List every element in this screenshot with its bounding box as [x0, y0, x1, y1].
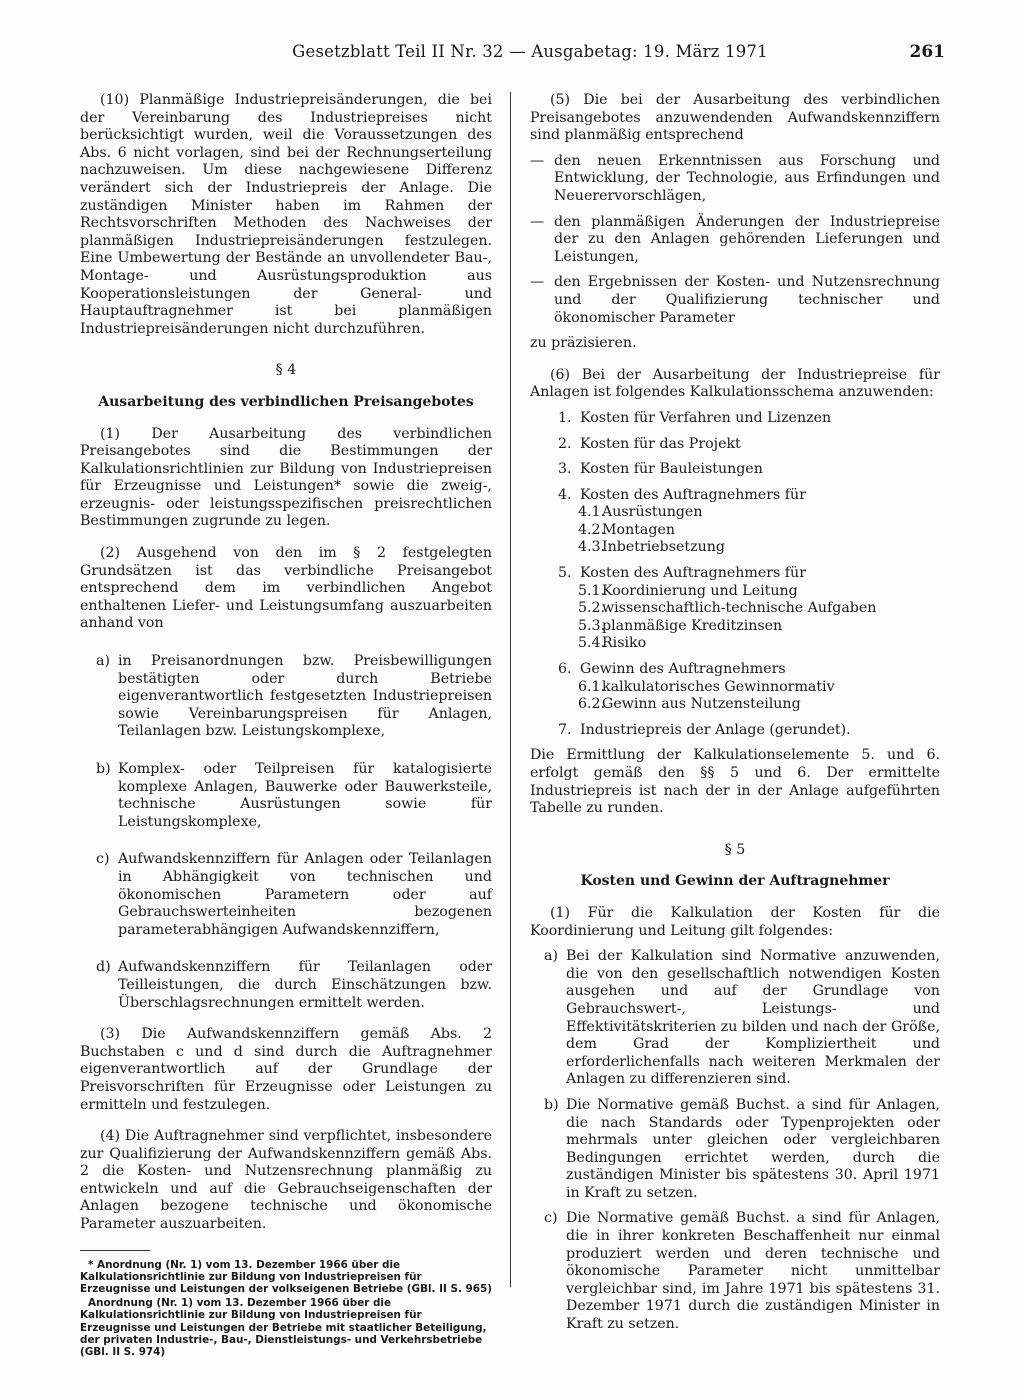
- calculation-scheme: [530, 410, 940, 740]
- section-5-paragraph-1: (1) Für die Kalkulation der Kosten für die Koordinierung und Leitung gilt folgendes:: [530, 904, 940, 939]
- calc-row-1: [558, 410, 940, 428]
- calc-row-4-1: [558, 504, 940, 522]
- column-divider: [510, 92, 511, 1287]
- section-4-paragraph-3: (3) Die Aufwandskennziffern gemäß Abs. 2 Buchstaben c und d sind durch die Auftragnehmer eigenverantwortlich auf der Grundlage der Preisvorschriften für Erzeugnisse oder Leistungen zu ermitteln und festzulegen.: [80, 1026, 492, 1113]
- list-item-text: Bei der Kalkulation sind Normative anzuwenden, die von den gesellschaftlich notwendigen Kosten ausgehen und auf der Grundlage von Gebrauchswert-, Leistungs- und Effektivitätskriterien zu bilden und nach der Größe, dem Grad der Kompliziertheit und erforderlichenfalls nach weiteren Merkmalen der Anlagen zu differenzieren sind.: [566, 948, 941, 1088]
- calc-text: Kosten für das Projekt: [580, 435, 741, 452]
- calc-number: 6.2.: [578, 696, 606, 713]
- calc-text: Kosten des Auftragnehmers für: [580, 486, 806, 503]
- list-item-text: Die Normative gemäß Buchst. a sind für Anlagen, die nach Standards oder Typenprojekten oder mehrmals unter gleichen oder vergleichbaren Bedingungen errichtet werden, durch die zuständigen Minister bis spätestens 30. April 1971 in Kraft zu setzen.: [566, 1096, 940, 1201]
- list-item-b: [530, 1097, 940, 1203]
- section-5-title: Kosten und Gewinn der Auftragnehmer: [580, 873, 890, 890]
- list-item-d: [80, 959, 492, 1012]
- calc-text: Montagen: [602, 521, 675, 538]
- calc-row-4: [558, 487, 940, 505]
- calc-text: Kosten für Bauleistungen: [580, 461, 763, 478]
- section-4-paragraph-4: (4) Die Auftragnehmer sind verpflichtet, insbesondere zur Qualifizierung der Aufwandskennziffern gemäß Abs. 2 die Kosten- und Nutzensrechnung planmäßig zu entwickeln und auf die Gebrauchseigenschaften der Anlagen bezogene technische und ökonomische Parameter auszuarbeiten.: [80, 1128, 492, 1233]
- calc-number: 4.: [558, 486, 572, 503]
- paragraph-6-end: Die Ermittlung der Kalkulationselemente 5. und 6. erfolgt gemäß den §§ 5 und 6. Der ermittelte Industriepreis ist nach der in der Anlage aufgeführten Tabelle zu runden.: [530, 747, 940, 817]
- dash-marker: —: [530, 274, 545, 291]
- calc-row-2: [558, 436, 940, 454]
- list-item-text: in Preisanordnungen bzw. Preisbewilligungen bestätigten oder durch Betriebe eigenverantwortlich festgesetzten Industriepreisen sowie Vereinbarungspreisen für Anlagen, Teilanlagen bzw. Leistungskomplexe,: [118, 653, 492, 740]
- calc-row-6: [558, 661, 940, 679]
- calc-row-3: [558, 461, 940, 479]
- section-4-paragraph-1: (1) Der Ausarbeitung des verbindlichen Preisangebotes sind die Bestimmungen der Kalkulationsrichtlinien zur Bildung von Industriepreisen für Erzeugnisse und Leistungen* sowie die zweig-, erzeugnis- oder leistungsspezifischen preisrechtlichen Bestimmungen zugrunde zu legen.: [80, 425, 492, 530]
- section-4-paragraph-2: (2) Ausgehend von den im § 2 festgelegten Grundsätzen ist das verbindliche Preisangebot entsprechend dem im verbindlichen Angebot enthaltenen Liefer- und Leistungsumfang auszuarbeiten anhand von: [80, 545, 492, 632]
- list-item-text: Komplex- oder Teilpreisen für katalogisierte komplexe Anlagen, Bauwerke oder Bauwerksteile, technische Ausrüstungen sowie für Leistungskomplexe,: [118, 761, 492, 830]
- dash-item-2: [530, 214, 940, 267]
- calc-number: 6.1.: [578, 678, 606, 695]
- left-column: [80, 92, 492, 1358]
- calc-text: Gewinn aus Nutzensteilung: [602, 696, 801, 713]
- calc-text: planmäßige Kreditzinsen: [602, 617, 783, 634]
- calc-number: 5.3.: [578, 617, 606, 634]
- calc-number: 7.: [558, 721, 572, 738]
- calc-text: Risiko: [602, 635, 647, 652]
- list-marker: c): [544, 1210, 558, 1227]
- calc-number: 4.3.: [578, 539, 606, 556]
- calc-row-5-2: [558, 600, 940, 618]
- footnote-rule: [80, 1250, 150, 1251]
- dash-marker: —: [530, 213, 545, 230]
- paragraph-10: (10) Planmäßige Industriepreisänderungen, die bei der Vereinbarung des Industriepreises nicht berücksichtigt wurden, weil die Voraussetzungen des Abs. 6 nicht vorlagen, sind bei der Rechnungserteilung nachzuweisen. Um diese nachgewiesene Differenz verändert sich der Industriepreis der Anlage. Die zuständigen Minister haben im Rahmen der Rechtsvorschriften Methoden des Nachweises der planmäßigen Industriepreisänderungen festzulegen. Eine Umbewertung der Bestände an unvollendeter Bau-, Montage- und Ausrüstungsproduktion aus Kooperationsleistungen der General- und Hauptauftragnehmer ist bei planmäßigen Industriepreisänderungen nicht durchzuführen.: [80, 92, 492, 337]
- running-title: Gesetzblatt Teil II Nr. 32 — Ausgabetag: 19. März 1971: [292, 42, 768, 61]
- paragraph-5: (5) Die bei der Ausarbeitung des verbindlichen Preisangebotes anzuwendenden Aufwandskennziffern sind planmäßig entsprechend: [530, 92, 940, 144]
- list-marker: b): [544, 1096, 559, 1113]
- list-marker: b): [96, 761, 111, 777]
- calc-number: 5.: [558, 565, 572, 582]
- calc-text: Kosten für Verfahren und Lizenzen: [580, 409, 832, 426]
- list-marker: a): [544, 948, 558, 965]
- section-4-number: § 4: [275, 362, 297, 379]
- dash-item-3: [530, 274, 940, 327]
- page-number: 261: [909, 42, 945, 62]
- list-marker: c): [96, 851, 110, 868]
- page-header: [0, 42, 1024, 70]
- dash-item-1: [530, 153, 940, 206]
- calc-number: 4.2.: [578, 521, 606, 538]
- calc-text: Industriepreis der Anlage (gerundet).: [580, 721, 851, 738]
- footnote-2: Anordnung (Nr. 1) vom 13. Dezember 1966 über die Kalkulationsrichtlinie zur Bildung von Industriepreisen für Erzeugnisse und Leistungen der Betriebe mit staatlicher Beteiligung, der privaten Industrie-, Bau-, Dienstleistungs- und Verkehrsbetriebe (GBl. II S. 974): [80, 1297, 487, 1359]
- right-column: [530, 92, 940, 1334]
- calc-text: Koordinierung und Leitung: [602, 582, 798, 599]
- paragraph-6: (6) Bei der Ausarbeitung der Industriepreise für Anlagen ist folgendes Kalkulationsschema anzuwenden:: [530, 366, 940, 401]
- calc-number: 5.1.: [578, 582, 606, 599]
- calc-text: kalkulatorisches Gewinnormativ: [602, 678, 835, 695]
- calc-row-5-4: [558, 635, 940, 653]
- calc-row-6-2: [558, 696, 940, 714]
- list-item-text: Aufwandskennziffern für Anlagen oder Teilanlagen in Abhängigkeit von technischen und ökonomischen Parametern oder auf Gebrauchswerteinheiten bezogenen parameterabhängigen Aufwandskennziffern,: [118, 851, 492, 938]
- calc-text: Gewinn des Auftragnehmers: [580, 661, 786, 678]
- calc-text: Inbetriebsetzung: [602, 539, 725, 556]
- calc-number: 5.2.: [578, 600, 606, 617]
- calc-row-7: [558, 722, 940, 740]
- calc-number: 4.1.: [578, 504, 606, 521]
- calc-text: wissenschaftlich-technische Aufgaben: [602, 600, 877, 617]
- list-item-text: Die Normative gemäß Buchst. a sind für Anlagen, die in ihrer konkreten Beschaffenheit nur einmal produziert werden und deren technische und ökonomische Parameter nicht unmittelbar vergleichbar sind, im Jahre 1971 bis spätestens 31. Dezember 1971 durch die zuständigen Minister in Kraft zu setzen.: [566, 1210, 940, 1333]
- calc-row-5: [558, 565, 940, 583]
- list-item-c: [530, 1210, 940, 1333]
- list-item-a: [80, 653, 492, 741]
- list-marker: a): [96, 653, 110, 670]
- calc-text: Ausrüstungen: [602, 504, 703, 521]
- section-5-number: § 5: [724, 841, 746, 858]
- list-item-a: [530, 948, 940, 1089]
- footnotes: [80, 1259, 492, 1359]
- footnote-1: * Anordnung (Nr. 1) vom 13. Dezember 1966 über die Kalkulationsrichtlinie zur Bildung von Industriepreisen für Erzeugnisse und Leistungen der volkseigenen Betriebe (GBl. II S. 965): [80, 1258, 492, 1296]
- calc-text: Kosten des Auftragnehmers für: [580, 565, 806, 582]
- list-marker: d): [96, 959, 111, 976]
- list-item-text: Aufwandskennziffern für Teilanlagen oder Teilleistungen, die durch Einschätzungen bzw. Überschlagsrechnungen ermittelt werden.: [118, 959, 492, 1011]
- list-item-b: [80, 761, 492, 831]
- calc-number: 5.4.: [578, 635, 606, 652]
- dash-item-text: den neuen Erkenntnissen aus Forschung und Entwicklung, der Technologie, aus Erfindungen und Neuerervorschlägen,: [554, 152, 940, 204]
- calc-row-5-1: [558, 583, 940, 601]
- calc-number: 6.: [558, 661, 572, 678]
- calc-row-6-1: [558, 679, 940, 697]
- calc-number: 2.: [558, 435, 572, 452]
- calc-number: 1.: [558, 409, 572, 426]
- dash-item-text: den Ergebnissen der Kosten- und Nutzensrechnung und der Qualifizierung technischer und ökonomischer Parameter: [554, 274, 940, 326]
- dash-marker: —: [530, 152, 545, 169]
- dash-item-text: den planmäßigen Änderungen der Industriepreise der zu den Anlagen gehörenden Lieferungen und Leistungen,: [554, 213, 940, 265]
- paragraph-5-end: zu präzisieren.: [530, 335, 637, 352]
- calc-number: 3.: [558, 461, 572, 478]
- section-4-title: Ausarbeitung des verbindlichen Preisangebotes: [98, 393, 474, 410]
- list-item-c: [80, 851, 492, 939]
- calc-row-4-2: [558, 522, 940, 540]
- calc-row-4-3: [558, 539, 940, 557]
- calc-row-5-3: [558, 618, 940, 636]
